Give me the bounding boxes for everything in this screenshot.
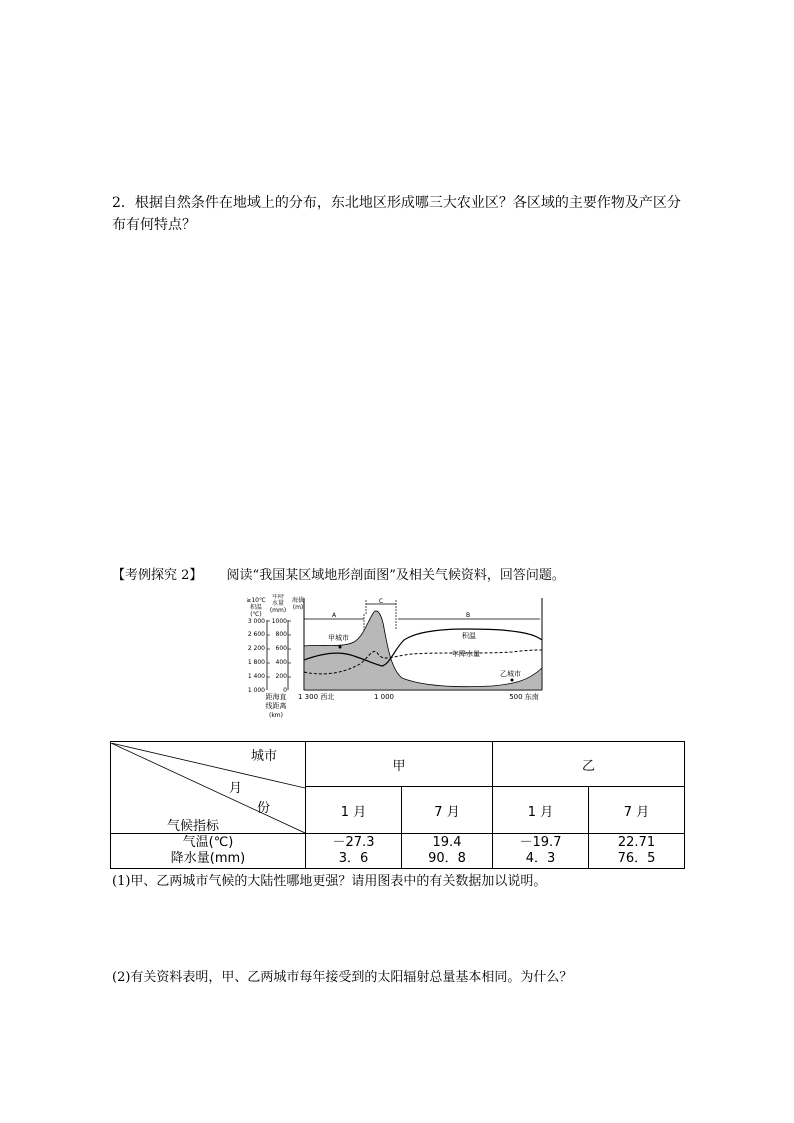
temp-value: －19.7 <box>519 835 562 850</box>
axis2-tick: 1000 <box>271 618 287 625</box>
header-city-jia: 甲 <box>306 742 493 787</box>
region-a-label: A <box>331 612 337 619</box>
row-label-temp: 气温(℃) <box>182 835 234 850</box>
x-title-line1: 距海直 <box>265 693 287 701</box>
row-label-rain: 降水量(mm) <box>170 851 246 866</box>
sub-question-2: (2)有关资料表明，甲、乙两城市每年接受到的太阳辐射总量基本相同。为什么？ <box>112 970 573 985</box>
axis2-tick: 600 <box>275 645 287 652</box>
axis2-tick: 200 <box>275 673 287 680</box>
question-2: 2．根据自然条件在地域上的分布，东北地区形成哪三大农业区？各区域的主要作物及产区分布有何特点？ <box>112 195 681 233</box>
temp-value: －27.3 <box>332 835 375 850</box>
corner-month-label: 月 <box>229 780 243 796</box>
x-title-line3: (km) <box>268 712 284 719</box>
header-month: 7 月 <box>589 787 685 834</box>
x-tick: 1 300 西北 <box>298 693 335 701</box>
corner-month-label-2: 份 <box>257 800 271 816</box>
axis2-title-line3: (mm) <box>269 607 287 614</box>
axis1-tick: 2 600 <box>247 631 265 638</box>
axis1-title-line1: ≥10℃ <box>246 597 266 604</box>
axis2-tick: 800 <box>275 631 287 638</box>
row-labels-cell <box>111 834 306 869</box>
city-jia-label: 甲城市 <box>328 634 349 642</box>
value-cell <box>402 834 493 869</box>
axis1-tick: 1 000 <box>247 687 265 694</box>
probe-label: 【考例探究 2】 <box>112 568 203 583</box>
axis1-tick: 3 000 <box>247 618 265 625</box>
rain-value: 3．6 <box>338 851 369 866</box>
probe-text: 阅读“我国某区域地形剖面图”及相关气候资料，回答问题。 <box>226 568 565 583</box>
x-tick: 1 000 <box>373 693 395 701</box>
axis2-title-line2: 水量 <box>271 600 285 607</box>
terrain-profile-figure <box>242 594 560 724</box>
probe-heading <box>112 566 565 586</box>
header-month: 7 月 <box>402 787 493 834</box>
axis1-tick: 1 800 <box>247 659 265 666</box>
rain-value: 76．5 <box>617 851 656 866</box>
x-tick: 500 东南 <box>509 693 539 701</box>
terrain-area <box>304 611 542 690</box>
axis2-tick: 400 <box>275 659 287 666</box>
temp-value: 19.4 <box>432 835 462 850</box>
axis3-title-line2: (m) <box>292 604 304 611</box>
temp-value: 22.71 <box>617 835 656 850</box>
corner-index-label: 气候指标 <box>167 818 220 834</box>
table-corner-cell <box>111 742 306 834</box>
header-city-yi: 乙 <box>493 742 685 787</box>
region-b-label: B <box>465 612 471 619</box>
header-month: 1 月 <box>493 787 589 834</box>
value-cell <box>493 834 589 869</box>
axis3-title-line1: 海拔 <box>291 597 305 604</box>
corner-city-label: 城市 <box>251 748 278 764</box>
axis1-title-line3: (℃) <box>250 611 262 618</box>
region-c-label: C <box>378 598 384 605</box>
city-yi-label: 乙城市 <box>500 670 521 678</box>
axis1-title-line2: 积温 <box>249 604 263 611</box>
value-cell <box>589 834 685 869</box>
axis1-tick: 2 200 <box>247 645 265 652</box>
axis1-tick: 1 400 <box>247 673 265 680</box>
sub-question-1: (1)甲、乙两城市气候的大陆性哪地更强？请用图表中的有关数据加以说明。 <box>112 874 547 889</box>
axis2-title-line1: 年降 <box>271 594 285 600</box>
axis2-tick: 0 <box>283 687 287 694</box>
climate-table <box>110 741 685 869</box>
value-cell <box>306 834 402 869</box>
jiwen-label: 积温 <box>462 632 476 640</box>
rain-label: 年降水量 <box>452 650 480 658</box>
rain-value: 90．8 <box>428 851 466 866</box>
rain-value: 4．3 <box>525 851 556 866</box>
x-title-line2: 线距离 <box>265 702 287 710</box>
header-month: 1 月 <box>306 787 402 834</box>
